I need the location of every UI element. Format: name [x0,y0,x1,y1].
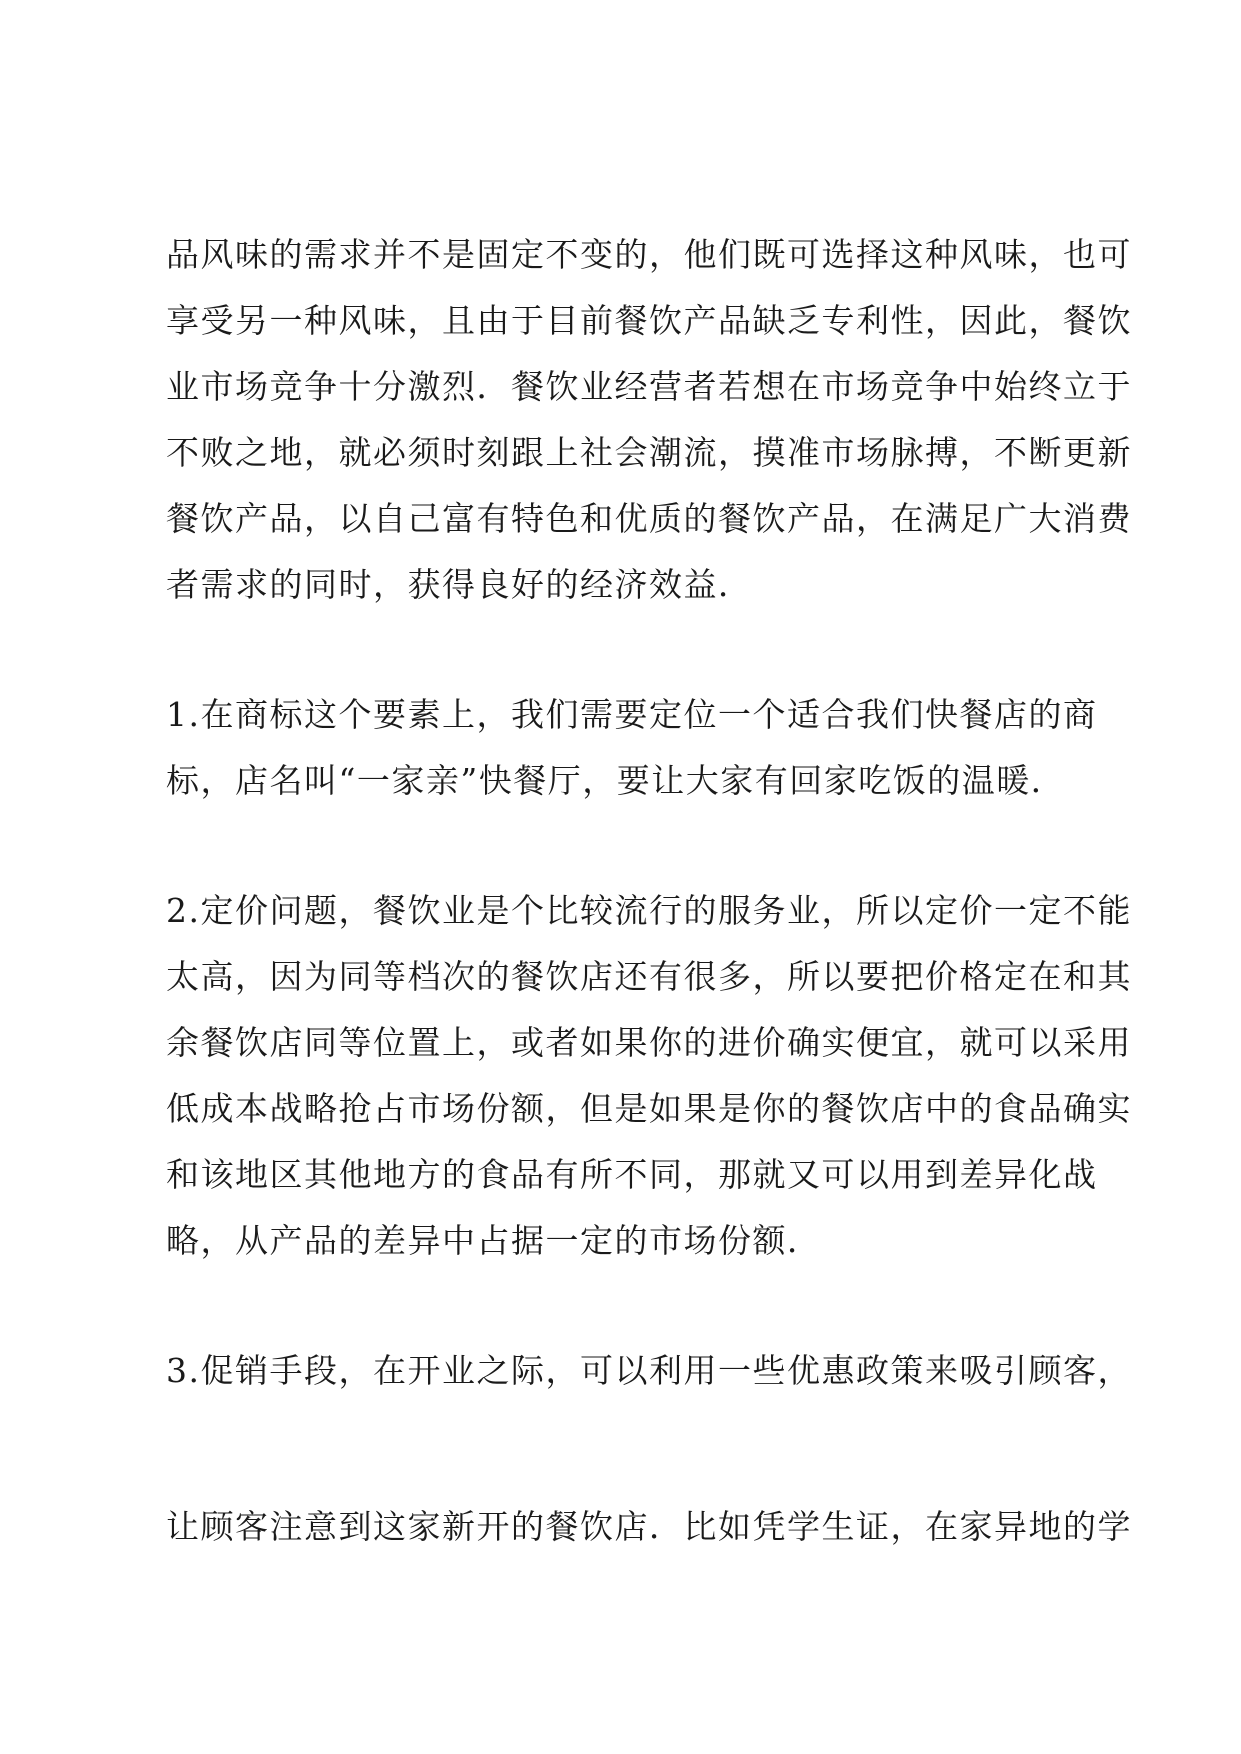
text-line: 太高，因为同等档次的餐饮店还有很多，所以要把价格定在和其 [166,957,1132,996]
paragraph-spacer [166,1404,1096,1494]
paragraph-promotion [166,1338,1132,1404]
paragraph-pricing [166,878,1132,1274]
text-line: 标，店名叫“一家亲”快餐厅，要让大家有回家吃饭的温暖． [166,761,1066,800]
paragraph-intro [166,222,1132,618]
text-line: 享受另一种风味，且由于目前餐饮产品缺乏专利性，因此，餐饮 [166,301,1132,340]
paragraph-trademark [166,682,1096,814]
text-line: 者需求的同时，获得良好的经济效益． [166,565,753,604]
paragraph-spacer [166,618,1096,682]
document-body [166,222,1132,1560]
text-line: 略，从产品的差异中占据一定的市场份额． [166,1221,822,1260]
text-line: 和该地区其他地方的食品有所不同，那就又可以用到差异化战 [166,1155,1098,1194]
text-line: 低成本战略抢占市场份额，但是如果是你的餐饮店中的食品确实 [166,1089,1132,1128]
text-line: 品风味的需求并不是固定不变的，他们既可选择这种风味，也可 [166,235,1132,274]
text-line: 不败之地，就必须时刻跟上社会潮流，摸准市场脉搏，不断更新 [166,433,1132,472]
text-line: 1.在商标这个要素上，我们需要定位一个适合我们快餐店的商 [166,695,1098,734]
text-line: 让顾客注意到这家新开的餐饮店．比如凭学生证，在家异地的学 [166,1507,1132,1546]
text-line: 业市场竞争十分激烈．餐饮业经营者若想在市场竞争中始终立于 [166,367,1132,406]
paragraph-promotion-continued [166,1494,1132,1560]
text-line: 3.促销手段，在开业之际，可以利用一些优惠政策来吸引顾客， [166,1351,1132,1390]
paragraph-spacer [166,814,1096,878]
paragraph-spacer [166,1274,1096,1338]
text-line: 余餐饮店同等位置上，或者如果你的进价确实便宜，就可以采用 [166,1023,1132,1062]
text-line: 餐饮产品，以自己富有特色和优质的餐饮产品，在满足广大消费 [166,499,1132,538]
text-line: 2.定价问题，餐饮业是个比较流行的服务业，所以定价一定不能 [166,891,1132,930]
